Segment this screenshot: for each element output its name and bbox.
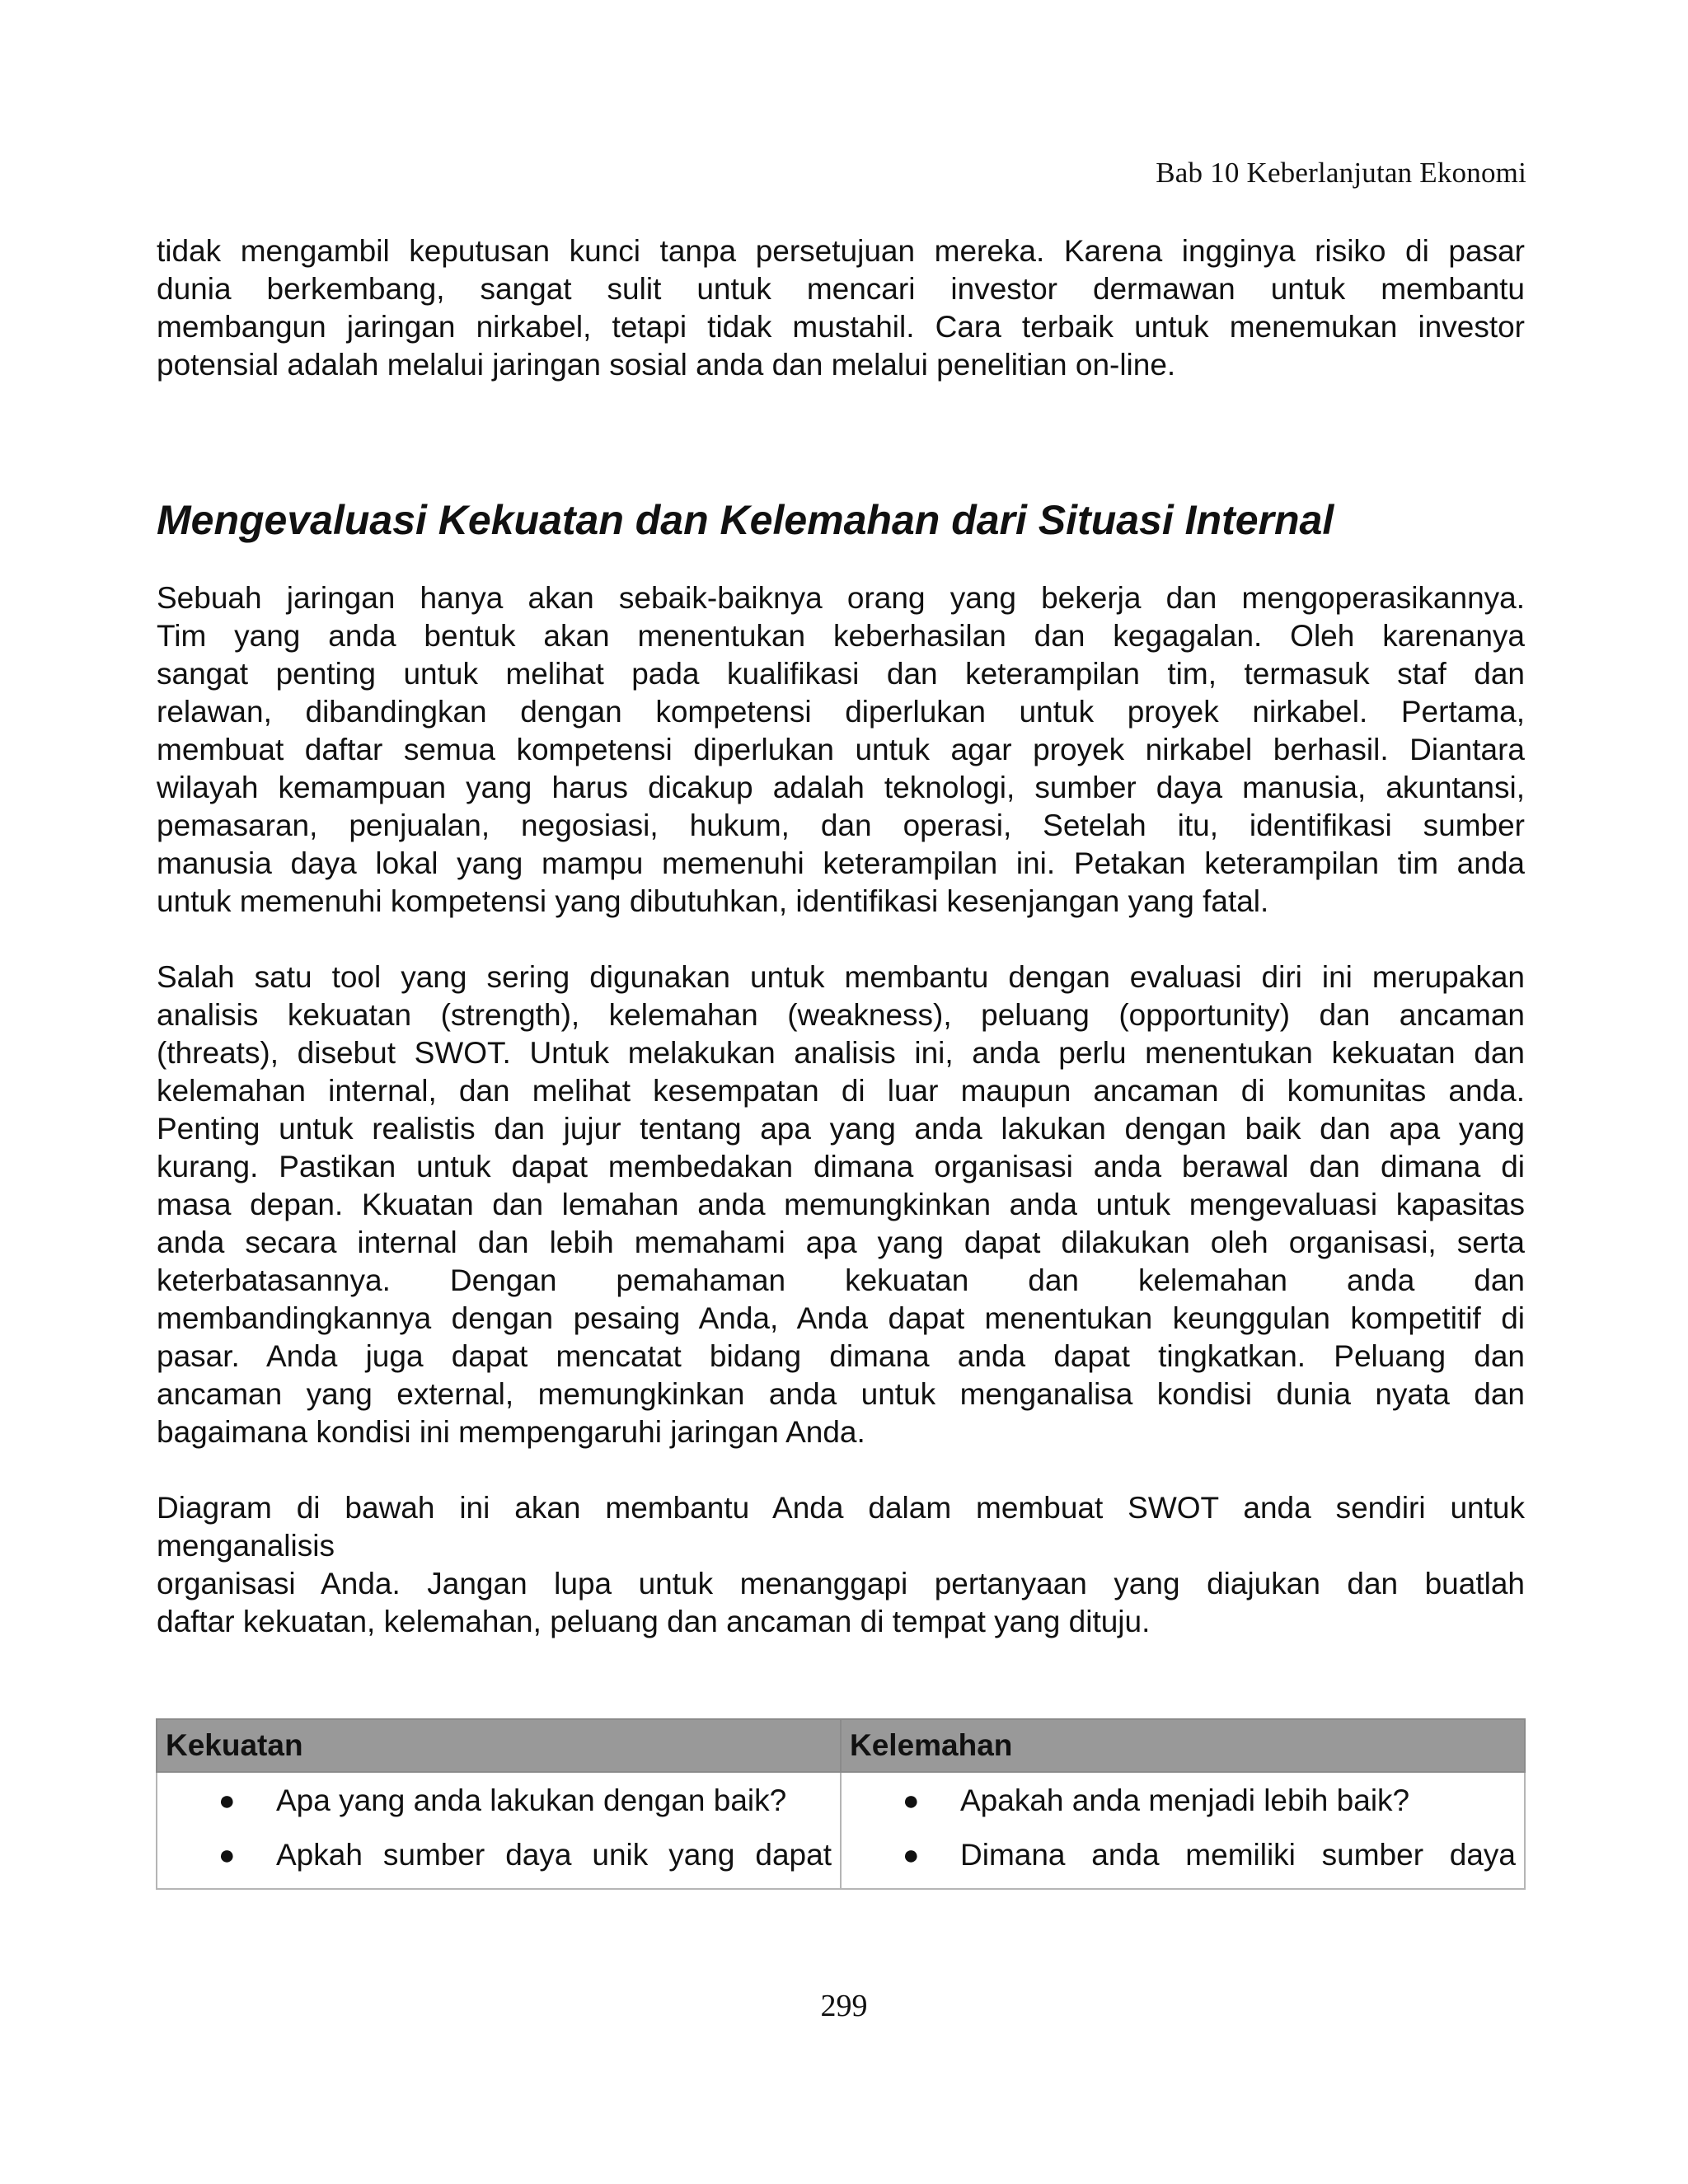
text-line: keterbatasannya. Dengan pemahaman kekuatan dan kelemahan anda dan [157,1263,1525,1297]
text-line: pasar. Anda juga dapat mencatat bidang dimana anda dapat tingkatkan. Peluang dan [157,1339,1525,1373]
text-line: relawan, dibandingkan dengan kompetensi diperlukan untuk proyek nirkabel. Pertama, [157,695,1525,729]
body-paragraph-2 [157,958,1525,1451]
swot-table [156,1718,1526,1890]
text-line: anda secara internal dan lebih memahami apa yang dapat dilakukan oleh organisasi, serta [157,1226,1525,1259]
text-line: bagaimana kondisi ini mempengaruhi jaringan Anda. [157,1415,865,1449]
list-item [850,1834,1516,1877]
bullet-icon: ● [903,1785,920,1816]
list-item-text: Apakah anda menjadi lebih baik? [960,1783,1410,1817]
text-line: analisis kekuatan (strength), kelemahan (weakness), peluang (opportunity) dan ancaman [157,998,1525,1032]
list-item-text: Apkah sumber daya unik yang dapat [276,1838,832,1872]
text-line: tidak mengambil keputusan kunci tanpa persetujuan mereka. Karena ingginya risiko di pasar [157,234,1525,268]
table-header-row [157,1719,1525,1772]
list-item-text: Apa yang anda lakukan dengan baik? [276,1783,787,1817]
text-line: potensial adalah melalui jaringan sosial anda dan melalui penelitian on-line. [157,348,1176,382]
weaknesses-list [850,1779,1516,1877]
list-item [166,1779,832,1822]
page-content [157,232,1525,1641]
section-heading: Mengevaluasi Kekuatan dan Kelemahan dari Situasi Internal [157,497,1334,543]
text-line: Diagram di bawah ini akan membantu Anda dalam membuat SWOT anda sendiri untuk [157,1491,1525,1525]
list-item [850,1779,1516,1822]
text-line: Penting untuk realistis dan jujur tentang apa yang anda lakukan dengan baik dan apa yang [157,1112,1525,1146]
text-line: kelemahan internal, dan melihat kesempatan di luar maupun ancaman di komunitas anda. [157,1074,1525,1108]
page-number: 299 [820,1989,868,2023]
text-line: membandingkannya dengan pesaing Anda, Anda dapat menentukan keunggulan kompetitif di [157,1301,1525,1335]
header-strengths: Kekuatan [157,1719,841,1772]
bullet-icon: ● [218,1840,236,1871]
text-line: membuat daftar semua kompetensi diperlukan untuk agar proyek nirkabel berhasil. Diantara [157,733,1525,766]
text-line: Sebuah jaringan hanya akan sebaik-baiknya orang yang bekerja dan mengoperasikannya. [157,581,1525,615]
intro-paragraph [157,232,1525,384]
weaknesses-cell [841,1772,1525,1889]
body-paragraph-3 [157,1489,1525,1641]
header-weaknesses: Kelemahan [841,1719,1525,1772]
text-line: (threats), disebut SWOT. Untuk melakukan analisis ini, anda perlu menentukan kekuatan dan [157,1036,1525,1070]
text-line: sangat penting untuk melihat pada kualifikasi dan keterampilan tim, termasuk staf dan [157,657,1525,691]
text-line: menganalisis [157,1529,335,1563]
text-line: Salah satu tool yang sering digunakan untuk membantu dengan evaluasi diri ini merupakan [157,960,1525,994]
text-line: wilayah kemampuan yang harus dicakup adalah teknologi, sumber daya manusia, akuntansi, [157,771,1525,804]
list-item [166,1834,832,1877]
text-line: organisasi Anda. Jangan lupa untuk menanggapi pertanyaan yang diajukan dan buatlah [157,1567,1525,1601]
list-item-text: Dimana anda memiliki sumber daya [960,1838,1516,1872]
text-line: Tim yang anda bentuk akan menentukan keberhasilan dan kegagalan. Oleh karenanya [157,619,1525,653]
text-line: kurang. Pastikan untuk dapat membedakan dimana organisasi anda berawal dan dimana di [157,1150,1525,1183]
table-row [157,1772,1525,1889]
bullet-icon: ● [903,1840,920,1871]
text-line: dunia berkembang, sangat sulit untuk mencari investor dermawan untuk membantu [157,272,1525,306]
text-line: pemasaran, penjualan, negosiasi, hukum, dan operasi, Setelah itu, identifikasi sumber [157,808,1525,842]
text-line: membangun jaringan nirkabel, tetapi tidak mustahil. Cara terbaik untuk menemukan investor [157,310,1525,344]
paragraph-gap [157,1451,1525,1489]
strengths-cell [157,1772,841,1889]
paragraph-gap [157,921,1525,958]
text-line: daftar kekuatan, kelemahan, peluang dan ancaman di tempat yang dituju. [157,1605,1151,1638]
text-line: masa depan. Kkuatan dan lemahan anda memungkinkan anda untuk mengevaluasi kapasitas [157,1188,1525,1221]
strengths-list [166,1779,832,1877]
text-line: untuk memenuhi kompetensi yang dibutuhkan, identifikasi kesenjangan yang fatal. [157,884,1269,918]
bullet-icon: ● [218,1785,236,1816]
body-paragraph-1 [157,579,1525,921]
running-header: Bab 10 Keberlanjutan Ekonomi [1156,157,1526,189]
text-line: ancaman yang external, memungkinkan anda untuk menganalisa kondisi dunia nyata dan [157,1377,1525,1411]
text-line: manusia daya lokal yang mampu memenuhi keterampilan ini. Petakan keterampilan tim anda [157,846,1525,880]
